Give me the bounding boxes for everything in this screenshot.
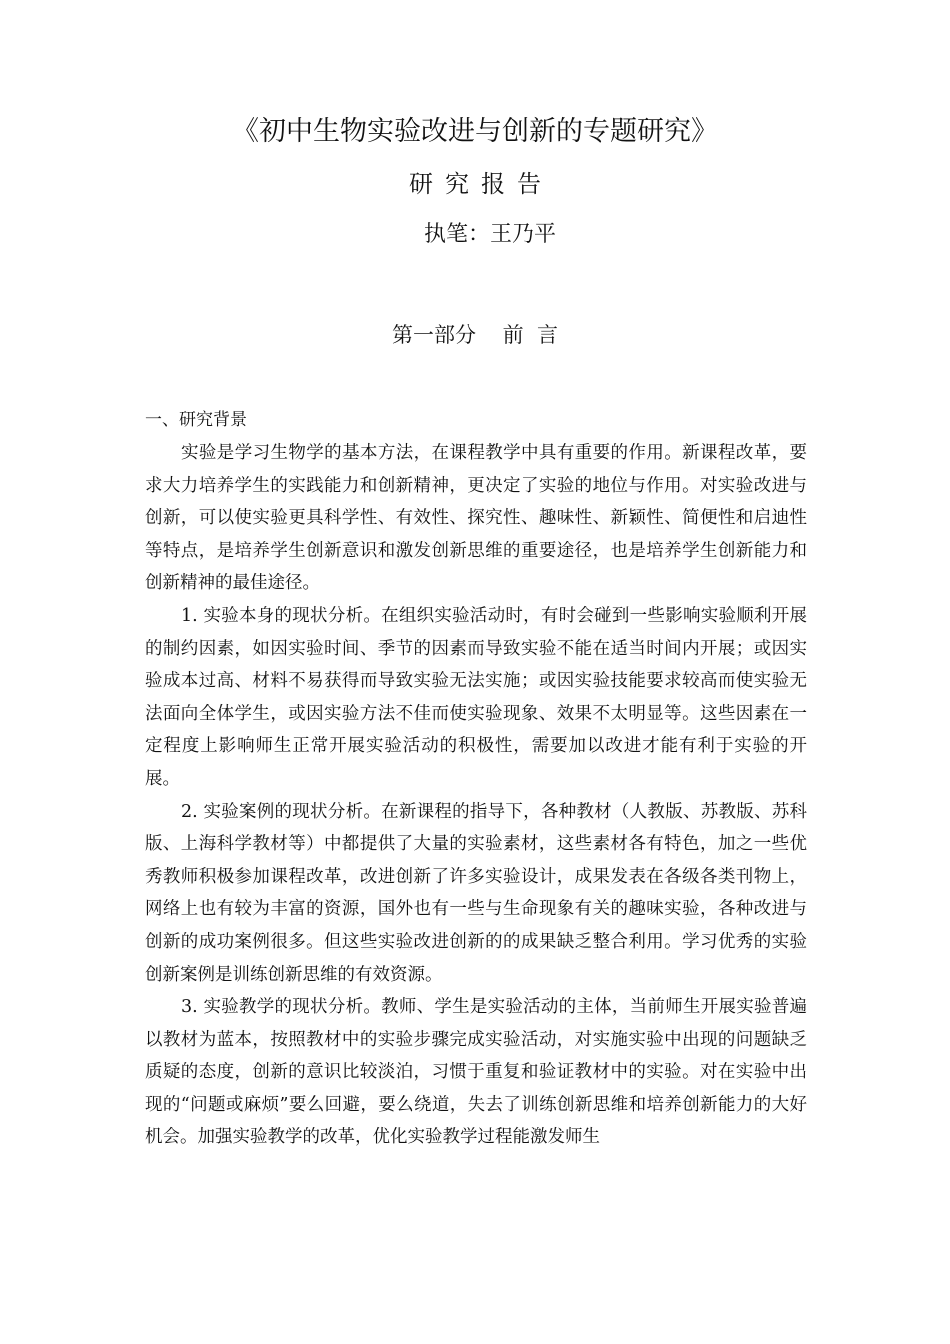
part-heading: 第一部分 前 言 (391, 323, 559, 347)
paragraph-point-3: 3. 实验教学的现状分析。教师、学生是实验活动的主体，当前师生开展实验普遍以教材为蓝本，按照教材中的实验步骤完成实验活动，对实施实验中出现的问题缺乏质疑的态度，创新的意识比较淡泊，习惯于重复和验证教材中的实验。对在实验中出现的“问题或麻烦”要么回避，要么绕道，失去了训练创新思维和培养创新能力的大好机会。加强实验教学的改革，优化实验教学过程能激发师生 (145, 997, 807, 1148)
document-author: 执笔：王乃平 (423, 222, 556, 247)
body-text (145, 437, 807, 1154)
paragraph-point-2: 2. 实验案例的现状分析。在新课程的指导下，各种教材（人教版、苏教版、苏科版、上海科学教材等）中都提供了大量的实验素材，这些素材各有特色，加之一些优秀教师积极参加课程改革，改进创新了许多实验设计，成果发表在各级各类刊物上，网络上也有较为丰富的资源，国外也有一些与生命现象有关的趣味实验，各种改进与创新的成功案例很多。但这些实验改进创新的的成果缺乏整合利用。学习优秀的实验创新案例是训练创新思维的有效资源。 (145, 801, 807, 985)
section-heading: 一、研究背景 (145, 410, 247, 430)
document-subtitle: 研究报告 (409, 170, 553, 198)
paragraph-point-1: 1. 实验本身的现状分析。在组织实验活动时，有时会碰到一些影响实验顺利开展的制约因素，如因实验时间、季节的因素而导致实验不能在适当时间内开展；或因实验成本过高、材料不易获得而导致实验无法实施；或因实验技能要求较高而使实验无法面向全体学生，或因实验方法不佳而使实验现象、效果不太明显等。这些因素在一定程度上影响师生正常开展实验活动的积极性，需要加以改进才能有利于实验的开展。 (145, 605, 807, 789)
paragraph-intro: 实验是学习生物学的基本方法，在课程教学中具有重要的作用。新课程改革，要求大力培养学生的实践能力和创新精神，更决定了实验的地位与作用。对实验改进与创新，可以使实验更具科学性、有效性、探究性、趣味性、新颖性、简便性和启迪性等特点，是培养学生创新意识和激发创新思维的重要途径，也是培养学生创新能力和创新精神的最佳途径。 (145, 443, 807, 594)
document-title: 《初中生物实验改进与创新的专题研究》 (232, 116, 718, 147)
